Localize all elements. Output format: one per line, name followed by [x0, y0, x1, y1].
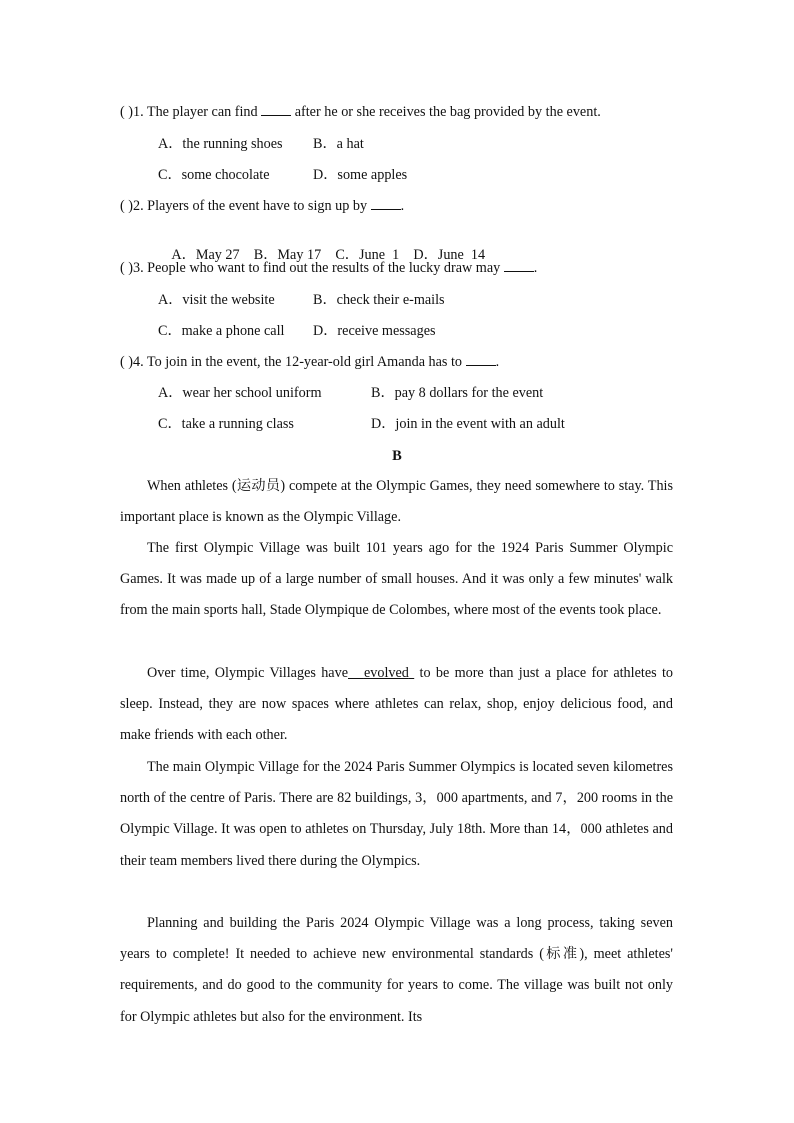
paragraph-4-text: The main Olympic Village for the 2024 Paris Summer Olympics is located seven kilometres north of the centre of Paris. There are 82 buildings, 3，000 apartments, and 7，200 rooms in the Olympic Village. It was open to athletes on Thursday, July 18th. More than 14，000 athletes and their team members lived there during the Olympics. — [120, 759, 673, 869]
paragraph-5-text: Planning and building the Paris 2024 Olympic Village was a long process, taking seven years to complete! It needed to achieve new environmental standards (标准), meet athletes' requirements, and do good to the community for years to come. The village was built not only for Olympic athletes but also for the environment. Its — [120, 915, 673, 1025]
option-c: C．take a running class — [158, 416, 294, 432]
question-3: ( )3. People who want to find out the results of the lucky draw may . — [120, 260, 538, 276]
option-a: A．the running shoes — [158, 136, 283, 152]
question-2-options-text: A．May 27 B．May 17 C．June 1 D．June 14 — [171, 247, 486, 263]
paragraph-3-text-start: Over time, Olympic Villages have — [147, 665, 348, 681]
answer-blank — [504, 259, 534, 272]
question-2: ( )2. Players of the event have to sign up by . — [120, 198, 405, 214]
option-b: B．a hat — [313, 136, 364, 152]
option-d: D．join in the event with an adult — [371, 416, 565, 432]
question-3-text: ( )3. People who want to find out the results of the lucky draw may — [120, 260, 504, 276]
paragraph-4 — [120, 752, 673, 877]
paragraph-1-text: When athletes (运动员) compete at the Olympic Games, they need somewhere to stay. This important place is known as the Olympic Village. — [120, 478, 673, 526]
answer-blank — [371, 197, 401, 210]
paragraph-2 — [120, 533, 673, 627]
answer-blank — [466, 353, 496, 366]
paragraph-1 — [120, 471, 673, 533]
option-a: A．visit the website — [158, 292, 275, 308]
option-b: B．check their e-mails — [313, 292, 445, 308]
option-a: A．wear her school uniform — [158, 385, 322, 401]
paragraph-3 — [120, 658, 673, 752]
option-d: D．receive messages — [313, 323, 436, 339]
question-4-text: ( )4. To join in the event, the 12-year-old girl Amanda has to — [120, 354, 466, 370]
option-c: C．make a phone call — [158, 323, 285, 339]
answer-blank — [261, 103, 291, 116]
question-4-options-row-2 — [158, 415, 565, 433]
question-4: ( )4. To join in the event, the 12-year-old girl Amanda has to . — [120, 354, 500, 370]
paragraph-3-text-end: to be more than just a place for athletes to sleep. Instead, they are now spaces where athletes can relax, shop, enjoy delicious food, and make friends with each other. — [120, 665, 674, 744]
option-c: C．some chocolate — [158, 167, 270, 183]
question-2-text: ( )2. Players of the event have to sign up by — [120, 198, 371, 214]
paragraph-5 — [120, 908, 673, 1033]
question-3-options-row-2 — [158, 322, 436, 340]
paragraph-2-text: The first Olympic Village was built 101 years ago for the 1924 Paris Summer Olympic Games. It was made up of a large number of small houses. And it was only a few minutes' walk from the main sports hall, Stade Olympique de Colombes, where most of the events took place. — [120, 540, 673, 619]
question-1-options-row-1 — [158, 135, 364, 153]
underlined-word: evolved — [363, 665, 409, 681]
question-1-text: ( )1. The player can find — [120, 104, 262, 120]
section-b-title: B — [392, 448, 402, 464]
question-3-options-row-1 — [158, 291, 445, 309]
option-d: D．some apples — [313, 167, 408, 183]
option-b: B．pay 8 dollars for the event — [371, 385, 544, 401]
question-4-options-row-1 — [158, 384, 543, 402]
question-1: ( )1. The player can find after he or she receives the bag provided by the event. — [120, 104, 601, 120]
question-1-options-row-2 — [158, 166, 407, 184]
